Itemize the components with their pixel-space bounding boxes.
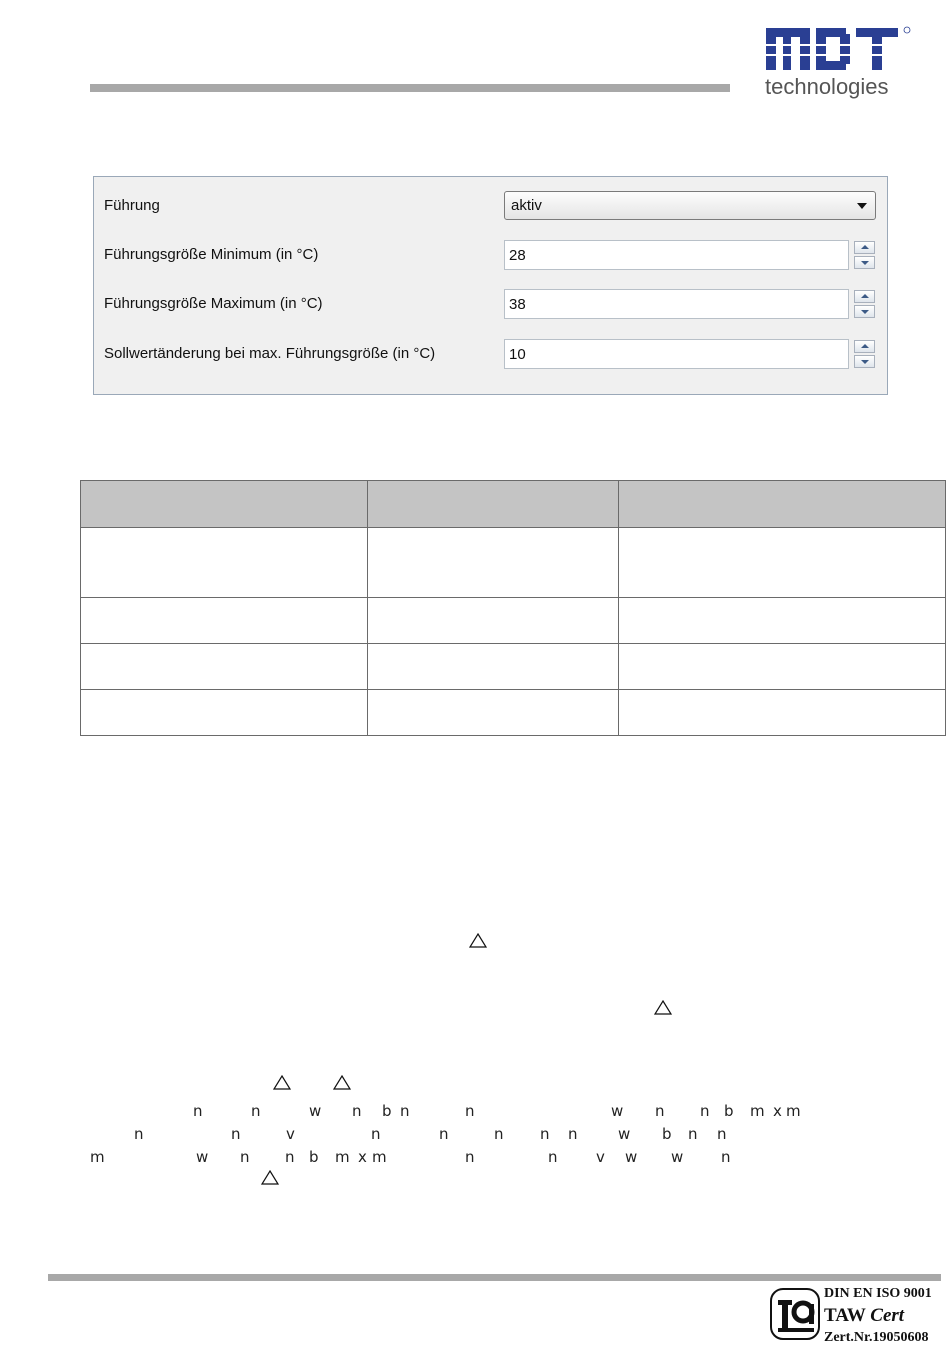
text-fragment: n <box>352 1102 362 1120</box>
table-header-cell <box>619 481 946 528</box>
table-row <box>81 598 946 644</box>
fg-min-label: Führungsgröße Minimum (in °C) <box>104 246 319 263</box>
text-fragment: w <box>611 1102 624 1120</box>
text-fragment: n <box>717 1125 727 1143</box>
arrow-down-icon <box>861 310 869 314</box>
table-cell <box>81 598 368 644</box>
parameter-panel <box>93 176 888 395</box>
text-fragment: x <box>358 1148 367 1166</box>
delta-icon <box>273 1075 291 1090</box>
arrow-up-icon <box>861 294 869 298</box>
text-fragment: n <box>134 1125 144 1143</box>
table-cell <box>619 644 946 690</box>
delta-icon <box>654 1000 672 1015</box>
table-cell <box>81 644 368 690</box>
text-fragment: m <box>786 1102 801 1120</box>
text-fragment: b <box>662 1125 672 1143</box>
text-fragment: b <box>309 1148 319 1166</box>
spin-down-button[interactable] <box>854 305 875 318</box>
fg-max-stepper[interactable] <box>854 289 875 319</box>
fuehrung-label: Führung <box>104 197 160 214</box>
header-rule <box>90 84 730 92</box>
text-fragment: m <box>750 1102 765 1120</box>
chevron-down-icon <box>857 203 867 209</box>
fuehrung-select-value: aktiv <box>511 197 542 214</box>
footer-rule <box>48 1274 941 1281</box>
text-fragment: n <box>688 1125 698 1143</box>
spin-up-button[interactable] <box>854 290 875 303</box>
fg-max-input[interactable] <box>504 289 849 319</box>
text-fragment: n <box>439 1125 449 1143</box>
table-cell <box>368 644 619 690</box>
text-fragment: b <box>724 1102 734 1120</box>
table-cell <box>368 690 619 736</box>
cert-line-2 <box>824 1305 904 1327</box>
table-row <box>81 528 946 598</box>
fg-max-label: Führungsgröße Maximum (in °C) <box>104 295 323 312</box>
spin-up-button[interactable] <box>854 241 875 254</box>
table-cell <box>368 528 619 598</box>
taw-cert-logo <box>770 1288 820 1340</box>
fg-min-input[interactable] <box>504 240 849 270</box>
table-row <box>81 644 946 690</box>
text-fragment: n <box>548 1148 558 1166</box>
text-fragment: n <box>371 1125 381 1143</box>
arrow-up-icon <box>861 344 869 348</box>
cert-cert: Cert <box>870 1305 905 1326</box>
delta-icon <box>261 1170 279 1185</box>
table-row <box>81 690 946 736</box>
text-fragment: n <box>465 1102 475 1120</box>
text-fragment: n <box>568 1125 578 1143</box>
arrow-up-icon <box>861 245 869 249</box>
spin-down-button[interactable] <box>854 256 875 269</box>
text-fragment: w <box>618 1125 631 1143</box>
spin-down-button[interactable] <box>854 355 875 368</box>
text-fragment: m <box>372 1148 387 1166</box>
text-fragment: n <box>465 1148 475 1166</box>
text-fragment: n <box>240 1148 250 1166</box>
text-fragment: n <box>285 1148 295 1166</box>
table-header-cell <box>81 481 368 528</box>
text-fragment: n <box>193 1102 203 1120</box>
text-fragment: n <box>700 1102 710 1120</box>
arrow-down-icon <box>861 360 869 364</box>
table-cell <box>619 598 946 644</box>
table-cell <box>619 690 946 736</box>
text-fragment: v <box>596 1148 605 1166</box>
text-fragment: n <box>494 1125 504 1143</box>
table-cell <box>81 690 368 736</box>
text-fragment: n <box>540 1125 550 1143</box>
text-fragment: w <box>625 1148 638 1166</box>
text-fragment: w <box>309 1102 322 1120</box>
cert-line-1: DIN EN ISO 9001 <box>824 1286 932 1301</box>
spin-up-button[interactable] <box>854 340 875 353</box>
text-fragment: m <box>90 1148 105 1166</box>
sollwert-stepper[interactable] <box>854 339 875 369</box>
text-fragment: n <box>251 1102 261 1120</box>
text-fragment: n <box>655 1102 665 1120</box>
text-fragment: m <box>335 1148 350 1166</box>
arrow-down-icon <box>861 261 869 265</box>
text-fragment: w <box>671 1148 684 1166</box>
text-fragment: b <box>382 1102 392 1120</box>
text-fragment: v <box>286 1125 295 1143</box>
parameter-table <box>80 480 946 736</box>
cert-line-3: Zert.Nr.19050608 <box>824 1330 929 1345</box>
fuehrung-select[interactable] <box>504 191 876 220</box>
delta-icon <box>469 933 487 948</box>
table-cell <box>619 528 946 598</box>
text-fragment: w <box>196 1148 209 1166</box>
text-fragment: n <box>400 1102 410 1120</box>
cert-taw: TAW <box>824 1305 866 1326</box>
text-fragment: n <box>231 1125 241 1143</box>
table-cell <box>368 598 619 644</box>
table-header-cell <box>368 481 619 528</box>
table-cell <box>81 528 368 598</box>
logo-subtext: technologies <box>765 74 889 99</box>
text-fragment: x <box>773 1102 782 1120</box>
sollwert-input[interactable] <box>504 339 849 369</box>
table-header-row <box>81 481 946 528</box>
fg-min-stepper[interactable] <box>854 240 875 270</box>
sollwert-label: Sollwertänderung bei max. Führungsgröße (in °C) <box>104 345 436 362</box>
text-fragment: n <box>721 1148 731 1166</box>
delta-icon <box>333 1075 351 1090</box>
